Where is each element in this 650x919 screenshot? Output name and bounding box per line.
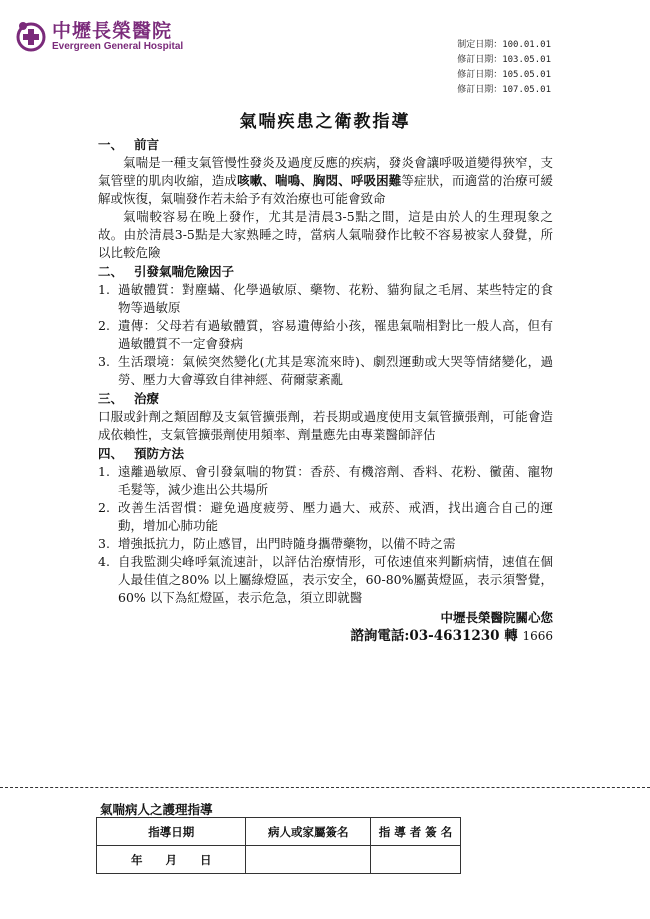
- hospital-logo: [14, 20, 183, 52]
- patient-signature-field[interactable]: [246, 846, 371, 874]
- section-heading: 二、 引發氣喘危險因子: [98, 264, 235, 279]
- hospital-name-en: Evergreen General Hospital: [52, 40, 184, 52]
- symptoms-highlight: 咳嗽、喘鳴、胸悶、呼吸困難: [237, 173, 402, 188]
- section-heading: 三、 治療: [98, 391, 160, 406]
- section-heading: 一、 前言: [98, 137, 160, 152]
- care-form-table: [96, 817, 461, 874]
- revision-date: 制定日期：100.01.01: [457, 40, 551, 50]
- cut-line: [0, 787, 650, 788]
- table-header-cell: 指導日期: [97, 818, 246, 846]
- document-title: 氣喘疾患之衛教指導: [239, 112, 411, 132]
- list-item: 2. 改善生活習慣：避免過度疲勞、壓力過大、戒菸、戒酒，找出適合自己的運動，增加心肺功能: [98, 500, 553, 533]
- list-item: 1. 過敏體質：對塵蟎、化學過敏原、藥物、花粉、貓狗鼠之毛屑、某些特定的食物等過敏原: [98, 282, 553, 315]
- hospital-logo-icon: [14, 20, 48, 52]
- document-body: [98, 135, 553, 645]
- contact-line: 諮詢電話:03-4631230 轉 1666: [350, 628, 553, 644]
- table-row: [97, 818, 461, 846]
- table-header-cell: 病人或家屬簽名: [246, 818, 371, 846]
- date-field[interactable]: 年 月 日: [97, 846, 246, 874]
- table-row: [97, 846, 461, 874]
- table-header-cell: 指 導 者 簽 名: [371, 818, 461, 846]
- instructor-signature-field[interactable]: [371, 846, 461, 874]
- paragraph: 氣喘是一種支氣管慢性發炎及過度反應的疾病，發炎會讓呼吸道變得狹窄，支氣管壁的肌肉收縮，造成咳嗽、喘鳴、胸悶、呼吸困難等症狀，而適當的治療可緩解或恢復，氣喘發作若未給予有效治療也可能會致命: [98, 155, 553, 206]
- list-item: 3. 生活環境：氣候突然變化(尤其是寒流來時)、劇烈運動或大哭等情緒變化，過勞、壓力大會導致自律神經、荷爾蒙紊亂: [98, 354, 553, 387]
- revision-date: 修訂日期：103.05.01: [457, 55, 551, 65]
- list-item: 4. 自我監測尖峰呼氣流速計，以評估治療情形，可依速值來判斷病情，速值在個人最佳值之80% 以上屬綠燈區，表示安全，60-80%屬黃燈區，表示須警覺，60% 以下為紅燈區，表示危急，須立即就醫: [98, 554, 553, 605]
- hospital-name-zh: 中壢長榮醫院: [52, 19, 173, 42]
- closing-text: 中壢長榮醫院關心您: [440, 610, 553, 625]
- contact-phone: 03-4631230: [409, 628, 500, 644]
- care-form-title: 氣喘病人之護理指導: [100, 802, 213, 817]
- list-item: 2. 遺傳：父母若有過敏體質，容易遺傳給小孩，罹患氣喘相對比一般人高，但有過敏體質不一定會發病: [98, 318, 553, 351]
- paragraph: 氣喘較容易在晚上發作，尤其是清晨3-5點之間，這是由於人的生理現象之故。由於清晨3-5點是大家熟睡之時，當病人氣喘發作比較不容易被家人發覺，所以比較危險: [98, 209, 553, 260]
- list-item: 1. 遠離過敏原、會引發氣喘的物質：香菸、有機溶劑、香料、花粉、黴菌、寵物毛髮等，減少進出公共場所: [98, 464, 553, 497]
- revision-dates: [457, 38, 551, 98]
- list-item: 3. 增強抵抗力，防止感冒，出門時隨身攜帶藥物，以備不時之需: [98, 536, 456, 551]
- revision-date: 修訂日期：107.05.01: [457, 85, 551, 95]
- section-heading: 四、 預防方法: [98, 446, 185, 461]
- closing-block: [98, 609, 553, 645]
- revision-date: 修訂日期：105.05.01: [457, 70, 551, 80]
- paragraph: 口服或針劑之類固醇及支氣管擴張劑，若長期或過度使用支氣管擴張劑，可能會造成依賴性，支氣管擴張劑使用頻率、劑量應先由專業醫師評估: [98, 409, 553, 442]
